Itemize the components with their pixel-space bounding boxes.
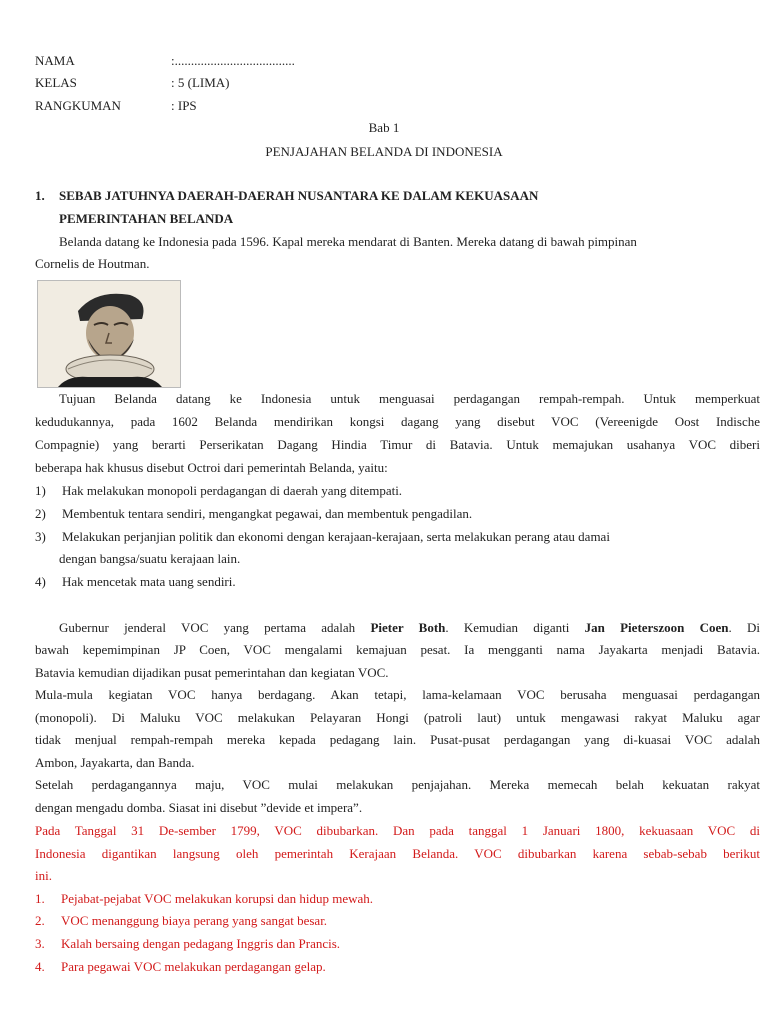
mula-line-2: (monopoli). Di Maluku VOC melakukan Pelayaran Hongi (patroli laut) untuk mengawasi rakyat Maluku agar <box>35 710 760 725</box>
name-pieter-both: Pieter Both <box>370 620 446 635</box>
octroi-num-2: 2) <box>35 506 46 521</box>
pembubaran-line-1: Pada Tanggal 31 De-sember 1799, VOC dibubarkan. Dan pada tanggal 1 Januari 1800, kekuasaan VOC di <box>35 823 760 838</box>
octroi-text-2: Membentuk tentara sendiri, mengangkat pegawai, dan membentuk pengadilan. <box>62 506 473 521</box>
octroi-text-3: Melakukan perjanjian politik dan ekonomi dengan kerajaan-kerajaan, serta melakukan perang atau damai <box>62 529 610 544</box>
nama-value: :..................................... <box>171 53 295 68</box>
tujuan-line-4: beberapa hak khusus disebut Octroi dari pemerintah Belanda, yaitu: <box>35 460 388 475</box>
mula-line-4: Ambon, Jayakarta, dan Banda. <box>35 755 195 770</box>
chapter-title: PENJAJAHAN BELANDA DI INDONESIA <box>265 144 503 159</box>
sebab-text-3: Kalah bersaing dengan pedagang Inggris dan Prancis. <box>61 936 341 951</box>
name-jp-coen: Jan Pieterszoon Coen <box>584 620 729 635</box>
sebab-text-2: VOC menanggung biaya perang yang sangat besar. <box>61 913 328 928</box>
octroi-text-4: Hak mencetak mata uang sendiri. <box>62 574 236 589</box>
tujuan-line-1: Tujuan Belanda datang ke Indonesia untuk menguasai perdagangan rempah-rempah. Untuk memperkuat <box>59 391 760 406</box>
tujuan-line-3: Compagnie) yang berarti Perserikatan Dagang Hindia Timur di Batavia. Untuk memajukan usahanya VOC diberi <box>35 437 760 452</box>
kelas-value: : 5 (LIMA) <box>171 75 230 90</box>
gubernur-line-1: Gubernur jenderal VOC yang pertama adalah Pieter Both. Kemudian diganti Jan Pieterszoon Coen. Di <box>59 620 761 635</box>
intro-line2: Cornelis de Houtman. <box>35 256 150 271</box>
rangkuman-value: : IPS <box>171 98 197 113</box>
sebab-text-1: Pejabat-pejabat VOC melakukan korupsi dan hidup mewah. <box>61 891 374 906</box>
setelah-line-2: dengan mengadu domba. Siasat ini disebut ”devide et impera”. <box>35 800 363 815</box>
octroi-num-1: 1) <box>35 483 46 498</box>
sebab-num-2: 2. <box>35 913 45 928</box>
mula-line-1: Mula-mula kegiatan VOC hanya berdagang. Akan tetapi, lama-kelamaan VOC berusaha menguasai perdagangan <box>35 687 760 702</box>
sebab-num-1: 1. <box>35 891 45 906</box>
section-title-line1: SEBAB JATUHNYA DAERAH-DAERAH NUSANTARA KE DALAM KEKUASAAN <box>59 188 539 203</box>
chapter-number: Bab 1 <box>368 120 400 135</box>
sebab-num-3: 3. <box>35 936 45 951</box>
octroi-text-3b: dengan bangsa/suatu kerajaan lain. <box>59 551 241 566</box>
kelas-label: KELAS <box>35 75 77 90</box>
intro-line1: Belanda datang ke Indonesia pada 1596. Kapal mereka mendarat di Banten. Mereka datang di bawah pimpinan <box>59 234 637 249</box>
sebab-text-4: Para pegawai VOC melakukan perdagangan gelap. <box>61 959 326 974</box>
rangkuman-label: RANGKUMAN <box>35 98 121 113</box>
portrait-image <box>37 280 181 388</box>
section-title-line2: PEMERINTAHAN BELANDA <box>59 211 234 226</box>
pembubaran-line-2: Indonesia digantikan langsung oleh pemerintah Kerajaan Belanda. VOC dibubarkan karena sebab-sebab berikut <box>35 846 760 861</box>
nama-label: NAMA <box>35 53 75 68</box>
pembubaran-line-3: ini. <box>35 868 52 883</box>
section-number: 1. <box>35 188 45 203</box>
portrait-illustration <box>38 281 180 387</box>
octroi-text-1: Hak melakukan monopoli perdagangan di daerah yang ditempati. <box>62 483 403 498</box>
octroi-num-4: 4) <box>35 574 46 589</box>
setelah-line-1: Setelah perdagangannya maju, VOC mulai melakukan penjajahan. Mereka memecah belah kekuatan rakyat <box>35 777 760 792</box>
gubernur-line-2: bawah kepemimpinan JP Coen, VOC mengalami kemajuan pesat. Ia mengganti nama Jayakarta menjadi Batavia. <box>35 642 760 657</box>
octroi-num-3: 3) <box>35 529 46 544</box>
sebab-num-4: 4. <box>35 959 45 974</box>
gubernur-line-3: Batavia kemudian dijadikan pusat pemerintahan dan kegiatan VOC. <box>35 665 389 680</box>
mula-line-3: tidak menjual rempah-rempah mereka kepada pedagang lain. Pusat-pusat perdagangan yang di-kuasai VOC adalah <box>35 732 760 747</box>
tujuan-line-2: kedudukannya, pada 1602 Belanda mendirikan kongsi dagang yang disebut VOC (Vereenigde Oost Indische <box>35 414 760 429</box>
